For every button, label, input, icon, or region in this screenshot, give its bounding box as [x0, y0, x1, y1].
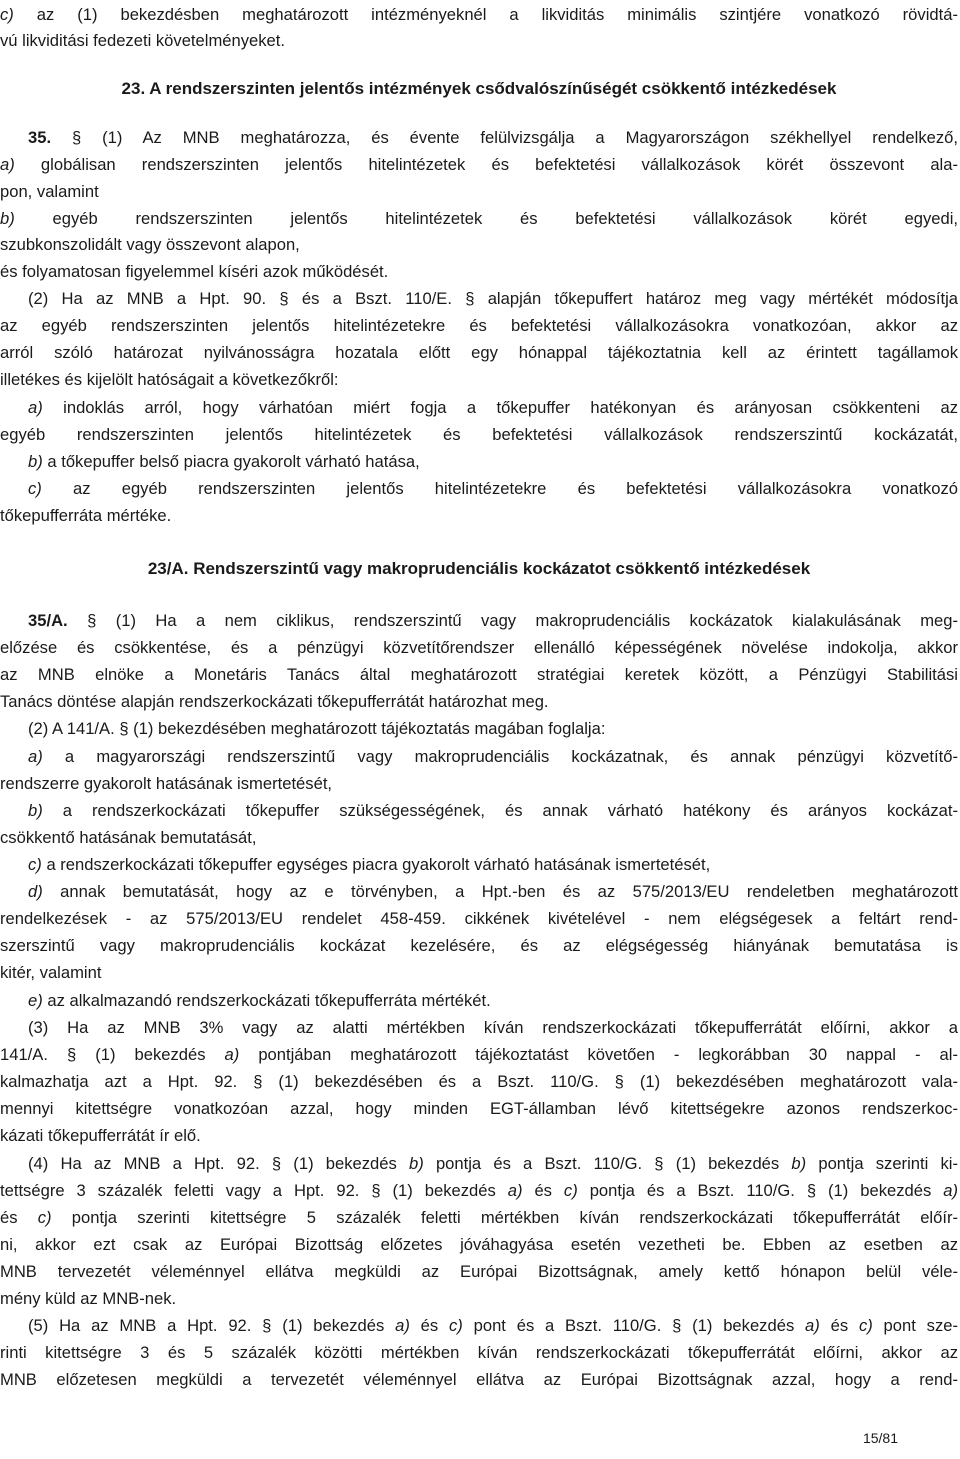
text-line: kázati tőkepufferrátát ír elő.: [0, 1126, 201, 1145]
text-line: rinti kitettségre 3 és 5 százalék közötti mértékben kíván rendszerkockázati tőkepufferrátát előírni, akkor az: [0, 1343, 958, 1362]
text-line: szubkonszolidált vagy összevont alapon,: [0, 235, 300, 254]
text-line: és folyamatosan figyelemmel kíséri azok működését.: [0, 262, 389, 281]
text-line: (4) Ha az MNB a Hpt. 92. § (1) bekezdés b) pontja és a Bszt. 110/G. § (1) bekezdés b) pontja szerinti ki-: [28, 1154, 958, 1173]
text-line: mény küld az MNB-nek.: [0, 1289, 177, 1308]
text-line: rendelkezések - az 575/2013/EU rendelet 458-459. cikkének kivételével - nem elégségesek a feltárt rend-: [0, 909, 958, 928]
text-line: kalmazhatja azt a Hpt. 92. § (1) bekezdésében és a Bszt. 110/G. § (1) bekezdésében meghatározott vala-: [0, 1072, 958, 1091]
text-line: arról szóló határozat nyilvánosságra hozatala előtt egy hónappal tájékoztatnia kell az érintett tagállamok: [0, 343, 958, 362]
text-line: szerszintű vagy makroprudenciális kockázat kezelésére, és az elégségesség hiányának bemutatása is: [0, 936, 958, 955]
text-line: vú likviditási fedezeti követelményeket.: [0, 31, 285, 50]
text-line: és c) pontja szerinti kitettségre 5 százalék feletti mértékben kíván rendszerkockázati tőkepufferrátát előír-: [0, 1208, 958, 1227]
text-line: c) az (1) bekezdésben meghatározott intézményeknél a likviditás minimális szintjére vonatkozó rövidtá-: [0, 5, 958, 24]
text-line: c) az egyéb rendszerszinten jelentős hitelintézetekre és befektetési vállalkozásokra vonatkozó: [28, 479, 958, 498]
text-line: e) az alkalmazandó rendszerkockázati tőkepufferráta mértékét.: [28, 991, 491, 1010]
text-line: (3) Ha az MNB 3% vagy az alatti mértékben kíván rendszerkockázati tőkepufferrátát előírni, akkor a: [28, 1018, 958, 1037]
text-line: ni, akkor ezt csak az Európai Bizottság előzetes jóváhagyása esetén vezetheti be. Ebben az esetben az: [0, 1235, 958, 1254]
text-line: (2) Ha az MNB a Hpt. 90. § és a Bszt. 110/E. § alapján tőkepuffert határoz meg vagy mértékét módosítja: [28, 289, 958, 308]
text-line: az MNB elnöke a Monetáris Tanács által meghatározott stratégiai keretek között, a Pénzügyi Stabilitási: [0, 665, 958, 684]
text-line: b) a tőkepuffer belső piacra gyakorolt várható hatása,: [28, 452, 420, 471]
text-line: (5) Ha az MNB a Hpt. 92. § (1) bekezdés a) és c) pont és a Bszt. 110/G. § (1) bekezdés a) és c) pont sze-: [28, 1316, 958, 1335]
section-heading-23a: 23/A. Rendszerszintű vagy makroprudenciális kockázatot csökkentő intézkedések: [147, 559, 811, 578]
text-line: tőkepufferráta mértéke.: [0, 506, 172, 525]
text-line: a) a magyarországi rendszerszintű vagy makroprudenciális kockázatnak, és annak pénzügyi közvetítő-: [28, 747, 958, 766]
page-number: 15/81: [862, 1430, 898, 1446]
text-line: az egyéb rendszerszinten jelentős hitelintézetekre és befektetési vállalkozásokra vonatkozóan, akkor az: [0, 316, 958, 335]
text-line: illetékes és kijelölt hatóságait a következőkről:: [0, 370, 339, 389]
text-line: kitér, valamint: [0, 963, 102, 982]
text-line: d) annak bemutatását, hogy az e törvényben, a Hpt.-ben és az 575/2013/EU rendeletben meghatározott: [28, 882, 958, 901]
text-line: csökkentő hatásának bemutatását,: [0, 828, 257, 847]
section-heading-23: 23. A rendszerszinten jelentős intézmények csődvalószínűségét csökkentő intézkedések: [121, 79, 837, 98]
text-line: a) globálisan rendszerszinten jelentős hitelintézetek és befektetési vállalkozások körét összevont ala-: [0, 155, 958, 174]
paragraph-35a-1: 35/A. § (1) Ha a nem ciklikus, rendszerszintű vagy makroprudenciális kockázatok kialakulásának meg-: [28, 611, 958, 630]
text-line: (2) A 141/A. § (1) bekezdésében meghatározott tájékoztatás magában foglalja:: [28, 719, 606, 738]
text-line: MNB előzetesen megküldi a tervezetét véleménnyel ellátva az Európai Bizottságnak azzal, hogy a rend-: [0, 1370, 958, 1389]
text-line: Tanács döntése alapján rendszerkockázati tőkepufferrátát határozhat meg.: [0, 692, 549, 711]
text-line: 141/A. § (1) bekezdés a) pontjában meghatározott tájékoztatást követően - legkorábban 30 nappal - al-: [0, 1045, 958, 1064]
text-line: MNB tervezetét véleménnyel ellátva megküldi az Európai Bizottságnak, amely kettő hónapon belül véle-: [0, 1262, 958, 1281]
text-line: b) a rendszerkockázati tőkepuffer szükségességének, és annak várható hatékony és arányos kockázat-: [28, 801, 958, 820]
text-line: előzése és csökkentése, és a pénzügyi közvetítőrendszer ellenálló képességének növelése indokolja, akkor: [0, 638, 958, 657]
text-line: pon, valamint: [0, 182, 99, 201]
text-line: b) egyéb rendszerszinten jelentős hitelintézetek és befektetési vállalkozások körét egyedi,: [0, 209, 958, 228]
text-line: mennyi kitettségre vonatkozóan azzal, hogy minden EGT-államban lévő kitettségekre azonos rendszerkoc-: [0, 1099, 958, 1118]
text-line: c) a rendszerkockázati tőkepuffer egységes piacra gyakorolt várható hatásának ismertetését,: [28, 855, 711, 874]
text-line: rendszerre gyakorolt hatásának ismertetését,: [0, 774, 333, 793]
text-line: tettségre 3 százalék feletti vagy a Hpt. 92. § (1) bekezdés a) és c) pontja és a Bszt. 110/G. § (1) bekezdés a): [0, 1181, 958, 1200]
paragraph-35-1: 35. § (1) Az MNB meghatározza, és évente felülvizsgálja a Magyarországon székhellyel rendelkező,: [28, 128, 958, 147]
text-line: a) indoklás arról, hogy várhatóan miért fogja a tőkepuffer hatékonyan és arányosan csökkenteni az: [28, 398, 958, 417]
text-line: egyéb rendszerszinten jelentős hitelintézetek és befektetési vállalkozások rendszerszintű kockázatát,: [0, 425, 958, 444]
